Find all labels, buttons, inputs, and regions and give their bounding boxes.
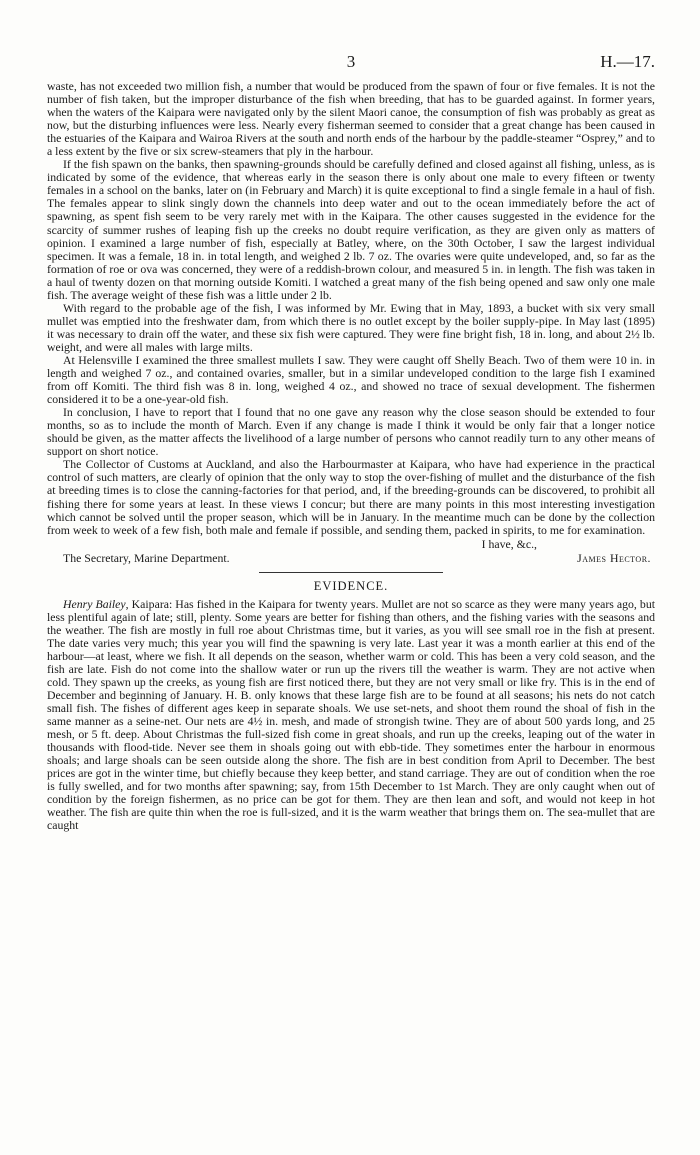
section-divider xyxy=(259,572,443,573)
paragraph-helensville: At Helensville I examined the three smallest mullets I saw. They were caught off Shelly Beach. Two of them were 10 in. in length and weighed 7 oz., and contained ovaries, smaller, but in a similar undeveloped condition to the large fish I examined from off Komiti. The third fish was 8 in. long, weighed 4 oz., and showed no trace of sexual development. The fishermen considered it to be a one-year-old fish. xyxy=(47,352,655,407)
evidence-paragraph xyxy=(47,598,655,833)
page-header xyxy=(47,52,655,74)
paragraph-collector-of-customs: The Collector of Customs at Auckland, and also the Harbourmaster at Kaipara, who have had experience in the practical control of such matters, are clearly of opinion that the only way to stop the over-fishing of mullet and the disturbance of the fish at breeding times is to close the canning-factories for that period, and, if the breeding-grounds can be discovered, to prohibit all fishing there for some years at least. In these views I concur; but there are many points in this most interesting investigation which cannot be solved until the proper season, which will be in January. In the meantime much can be done by the collection from week to week of a few fish, both male and female if possible, and sending them, packed in spirits, to me for examination. xyxy=(47,457,655,537)
evidence-heading: EVIDENCE. xyxy=(313,578,389,593)
evidence-text: , Kaipara: Has fished in the Kaipara for twenty years. Mullet are not so scarce as they were many years ago, but less plentiful again of late; still, plenty. Some years are better for fishing than others, and the fishing varies with the seasons and the weather. The fish are mostly in full roe about Christmas time, but it varies, as you will see small roe in the fish at present. The date varies very much; this year you will find the spawning is very late. Last year it was a month earlier at this end of the harbour—at least, where we fish. It all depends on the season, whether warm or cold. This has been a very cold season, and the fish are late. Fish do not come into the shallow water or run up the rivers till the weather is warm. They are not active when cold. They spawn up the creeks, as young fish are first noticed there, but they are not very small or like fry. This is in the end of December and beginning of January. H. B. only knows that these large fish are to be found at all seasons; his nets do not catch small fish. The fishes of different ages keep in separate shoals. We use set-nets, and shoot them round the shoal of fish in the same manner as a seine-net. Our nets are 4½ in. mesh, and made of strongish twine. They are of about 500 yards long, and 25 mesh, or 5 ft. deep. About Christmas the full-sized fish come in great shoals, and run up the creeks, leaping out of the water in thousands with flood-tide. Never see them in shoals going out with ebb-tide. They sometimes enter the harbour in enormous shoals; and large shoals can be seen outside along the shore. The fish are in best condition from April to December. The best prices are got in the winter time, but chiefly because they keep better, and stand carriage. They are out of condition when the roe is fully swelled, and for two months after spawning; say, from 15th December to 1st March. They are only caught when out of condition by the foreign fishermen, as no price can be got for them. They are then lean and soft, and would not keep in hot weather. The fish are quite thin when the roe is full-sized, and it is the warm weather that brings them on. The sea-mullet that are caught xyxy=(47,596,655,833)
report-body xyxy=(47,80,655,832)
signature-name: James Hector. xyxy=(577,550,651,565)
document-reference: H.—17. xyxy=(600,52,655,71)
signature-block xyxy=(47,537,655,565)
paragraph-conclusion: In conclusion, I have to report that I found that no one gave any reason why the close season should be extended to four months, so as to include the month of March. Even if any change is made I think it would be only fair that a longer notice should be given, as the matter affects the livelihood of a large number of persons who cannot readily turn to any other means of support on short notice. xyxy=(47,405,655,459)
signature-addressee: The Secretary, Marine Department. xyxy=(63,550,230,565)
paragraph-spawning-grounds: If the fish spawn on the banks, then spawning-grounds should be carefully defined and closed against all fishing, unless, as is indicated by some of the evidence, that whereas early in the season there is only about one male to every fifteen or twenty females in a school on the banks, later on (in February and March) it is quite exceptional to find a single female in a haul of fish. The females appear to slink singly down the channels into deep water and out to the ocean immediately before the act of spawning, as spent fish seem to be very rarely met with in the Kaipara. The other causes suggested in the evidence for the scarcity of summer rushes of leaping fish up the creeks no doubt require verification, as they are given only as matters of opinion. I examined a large number of fish, especially at Batley, where, on the 30th October, I saw the largest individual specimen. It was a female, 18 in. in total length, and weighed 2 lb. 7 oz. The ovaries were quite undeveloped, and, so far as the formation of roe or ova was concerned, they were of a reddish-brown colour, and measured 5 in. in length. The fish was taken in a haul of twenty dozen on that morning outside Komiti. I watched a great many of the fish being opened and saw only one male fish. The average weight of these fish was a little under 2 lb. xyxy=(47,157,655,302)
page-number: 3 xyxy=(346,52,356,71)
paragraph-continuation: waste, has not exceeded two million fish, a number that would be produced from the spawn of four or five females. It is not the number of fish taken, but the improper disturbance of the fish when breeding, that has to be guarded against. In former years, when the waters of the Kaipara were navigated only by the silent Maori canoe, the consumption of fish was probably as great as now, but the disturbing influences were less. Nearly every fisherman seemed to consider that a great change has been caused in the estuaries of the Kaipara and Wairoa Rivers at the south and north ends of the harbour by the paddle-steamer “Osprey,” and to a less extent by the five or six screw-steamers that ply in the harbour. xyxy=(47,79,655,159)
witness-name: Henry Bailey xyxy=(63,596,126,611)
signature-closing: I have, &c., xyxy=(481,536,537,551)
paragraph-age-of-fish: With regard to the probable age of the fish, I was informed by Mr. Ewing that in May, 1893, a bucket with six very small mullet was emptied into the freshwater dam, from which there is no outlet except by the boiler supply-pipe. In May last (1895) it was necessary to drain off the water, and these six fish were captured. They were fine bright fish, 18 in. long, and about 2½ lb. weight, and were all males with large milts. xyxy=(47,300,655,354)
